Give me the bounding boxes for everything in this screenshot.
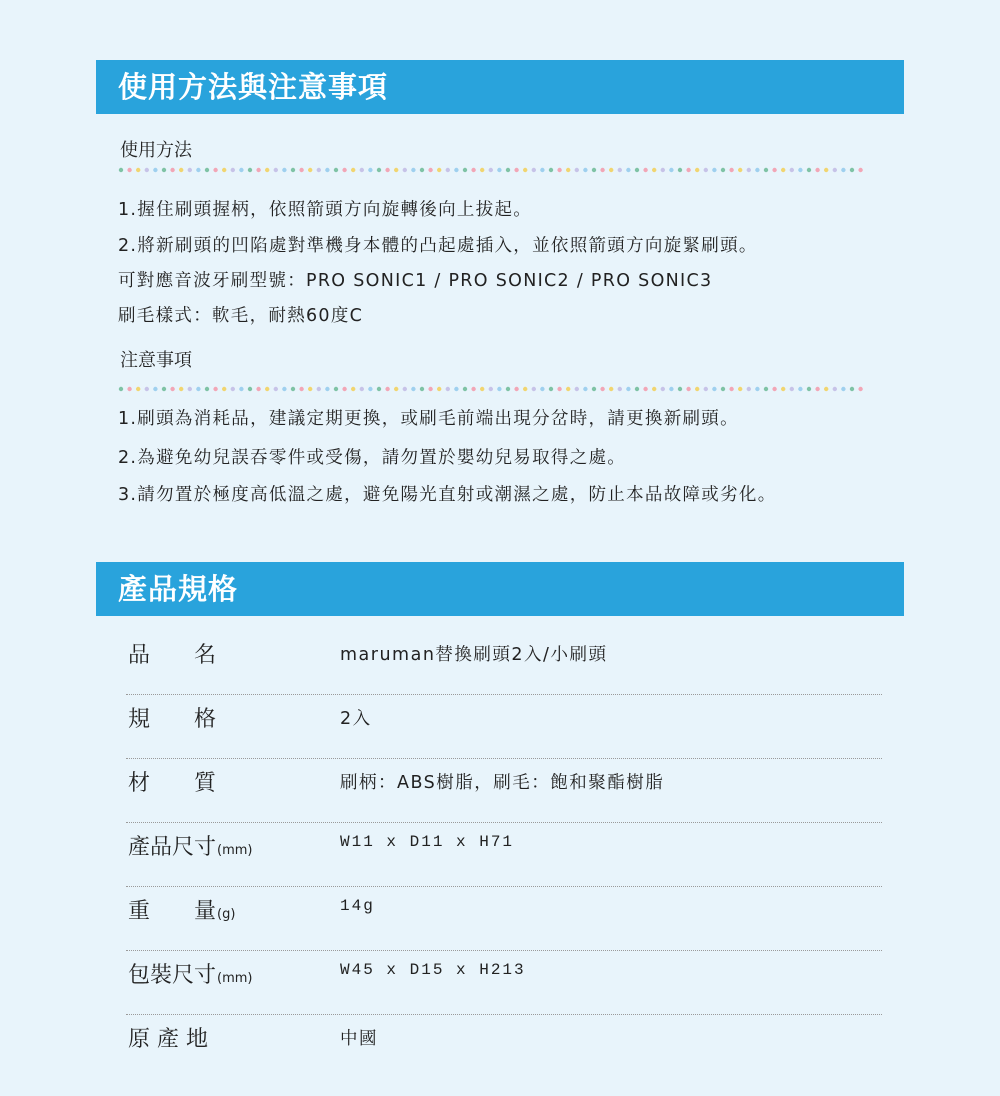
divider-dot	[600, 387, 604, 391]
divider-dot	[162, 387, 166, 391]
spec-value: 中國	[340, 1029, 378, 1049]
divider-dot	[325, 387, 329, 391]
spec-label-unit: (mm)	[217, 843, 253, 858]
divider-dot	[824, 387, 828, 391]
divider-dot	[712, 387, 716, 391]
divider-dot	[643, 168, 647, 172]
divider-dot	[618, 168, 622, 172]
divider-dot	[231, 168, 235, 172]
spec-row-package-size	[126, 950, 882, 1015]
divider-dot	[454, 387, 458, 391]
divider-dot	[661, 387, 665, 391]
divider-dot	[127, 387, 131, 391]
divider-dot	[454, 168, 458, 172]
divider-dot	[549, 168, 553, 172]
divider-dot	[772, 168, 776, 172]
divider-dot	[532, 387, 536, 391]
divider-dot	[686, 168, 690, 172]
divider-dot	[514, 168, 518, 172]
divider-dot	[248, 387, 252, 391]
divider-dot	[471, 387, 475, 391]
compatible-models-line: 可對應音波牙刷型號：PRO SONIC1 / PRO SONIC2 / PRO SONIC3	[118, 271, 713, 291]
divider-dot	[127, 168, 131, 172]
divider-dot	[222, 168, 226, 172]
divider-dot	[721, 387, 725, 391]
spec-row-origin	[126, 1014, 882, 1078]
divider-dot	[781, 387, 785, 391]
divider-dot	[205, 387, 209, 391]
divider-dot	[592, 387, 596, 391]
caution-line-1: 1.刷頭為消耗品，建議定期更換，或刷毛前端出現分岔時，請更換新刷頭。	[118, 409, 739, 429]
divider-dot	[807, 387, 811, 391]
spec-row-material	[126, 758, 882, 823]
divider-dot	[626, 168, 630, 172]
divider-dot	[368, 387, 372, 391]
dotted-divider-cautions	[118, 386, 870, 392]
divider-dot	[678, 387, 682, 391]
divider-dot	[463, 387, 467, 391]
spec-label	[128, 1022, 209, 1053]
divider-dot	[351, 387, 355, 391]
divider-dot	[850, 387, 854, 391]
spec-label	[128, 830, 253, 861]
divider-dot	[170, 387, 174, 391]
spec-value: 刷柄：ABS樹脂，刷毛：飽和聚酯樹脂	[340, 773, 665, 793]
usage-heading: 使用方法	[120, 140, 192, 161]
spec-label	[128, 702, 217, 733]
spec-value: 14g	[340, 897, 375, 915]
divider-dot	[308, 387, 312, 391]
divider-dot	[420, 387, 424, 391]
divider-dot	[833, 168, 837, 172]
divider-dot	[695, 168, 699, 172]
spec-value: W11 x D11 x H71	[340, 833, 515, 851]
divider-dot	[652, 387, 656, 391]
divider-dot	[635, 168, 639, 172]
divider-dot	[514, 387, 518, 391]
divider-dot	[342, 168, 346, 172]
divider-dot	[480, 387, 484, 391]
divider-dot	[755, 168, 759, 172]
divider-dot	[841, 387, 845, 391]
divider-dot	[471, 168, 475, 172]
divider-dot	[747, 168, 751, 172]
divider-dot	[480, 168, 484, 172]
divider-dot	[652, 168, 656, 172]
bristle-type-line: 刷毛樣式：軟毛，耐熱60度C	[118, 306, 364, 326]
divider-dot	[360, 168, 364, 172]
divider-dot	[205, 168, 209, 172]
divider-dot	[497, 387, 501, 391]
divider-dot	[119, 387, 123, 391]
divider-dot	[815, 168, 819, 172]
divider-dot	[411, 168, 415, 172]
divider-dot	[678, 168, 682, 172]
spec-label	[128, 894, 235, 925]
divider-dot	[841, 168, 845, 172]
divider-dot	[755, 387, 759, 391]
divider-dot	[420, 168, 424, 172]
divider-dot	[489, 387, 493, 391]
divider-dot	[609, 168, 613, 172]
divider-dot	[136, 387, 140, 391]
divider-dot	[299, 168, 303, 172]
cautions-heading: 注意事項	[120, 350, 192, 371]
divider-dot	[807, 168, 811, 172]
spec-label	[128, 638, 217, 669]
divider-dot	[256, 387, 260, 391]
divider-dot	[626, 387, 630, 391]
divider-dot	[196, 168, 200, 172]
spec-label-unit: (g)	[217, 907, 236, 922]
spec-section-title: 產品規格	[118, 572, 239, 606]
divider-dot	[600, 168, 604, 172]
spec-row-product-size	[126, 822, 882, 887]
divider-dot	[308, 168, 312, 172]
divider-dot	[282, 387, 286, 391]
divider-dot	[506, 168, 510, 172]
divider-dot	[265, 387, 269, 391]
divider-dot	[385, 168, 389, 172]
divider-dot	[575, 387, 579, 391]
divider-dot	[265, 168, 269, 172]
divider-dot	[764, 168, 768, 172]
divider-dot	[635, 387, 639, 391]
divider-dot	[377, 387, 381, 391]
divider-dot	[119, 168, 123, 172]
spec-label-text: 規 格	[128, 707, 217, 732]
divider-dot	[403, 387, 407, 391]
divider-dot	[721, 168, 725, 172]
spec-value: W45 x D15 x H213	[340, 961, 526, 979]
divider-dot	[377, 168, 381, 172]
divider-dot	[592, 168, 596, 172]
divider-dot	[196, 387, 200, 391]
divider-dot	[446, 387, 450, 391]
spec-label-text: 重 量	[128, 899, 217, 924]
divider-dot	[342, 387, 346, 391]
divider-dot	[446, 168, 450, 172]
divider-dot	[248, 168, 252, 172]
divider-dot	[833, 387, 837, 391]
divider-dot	[575, 168, 579, 172]
divider-dot	[523, 168, 527, 172]
spec-row-product-name	[126, 630, 882, 695]
caution-line-2: 2.為避免幼兒誤吞零件或受傷，請勿置於嬰幼兒易取得之處。	[118, 448, 627, 468]
divider-dot	[334, 168, 338, 172]
divider-dot	[213, 168, 217, 172]
dotted-divider-usage	[118, 167, 870, 173]
divider-dot	[704, 387, 708, 391]
divider-dot	[798, 168, 802, 172]
divider-dot	[669, 387, 673, 391]
divider-dot	[153, 387, 157, 391]
spec-row-weight	[126, 886, 882, 951]
divider-dot	[532, 168, 536, 172]
divider-dot	[428, 168, 432, 172]
divider-dot	[188, 387, 192, 391]
divider-dot	[764, 387, 768, 391]
divider-dot	[695, 387, 699, 391]
divider-dot	[772, 387, 776, 391]
divider-dot	[747, 387, 751, 391]
divider-dot	[815, 387, 819, 391]
divider-dot	[188, 168, 192, 172]
divider-dot	[566, 387, 570, 391]
divider-dot	[583, 387, 587, 391]
divider-dot	[368, 168, 372, 172]
divider-dot	[661, 168, 665, 172]
divider-dot	[213, 387, 217, 391]
divider-dot	[704, 168, 708, 172]
divider-dot	[256, 168, 260, 172]
divider-dot	[291, 387, 295, 391]
divider-dot	[557, 168, 561, 172]
divider-dot	[428, 387, 432, 391]
divider-dot	[738, 168, 742, 172]
divider-dot	[170, 168, 174, 172]
divider-dot	[334, 387, 338, 391]
spec-label-text: 產品尺寸	[128, 835, 217, 860]
divider-dot	[557, 387, 561, 391]
divider-dot	[497, 168, 501, 172]
divider-dot	[274, 168, 278, 172]
divider-dot	[850, 168, 854, 172]
divider-dot	[738, 387, 742, 391]
divider-dot	[179, 387, 183, 391]
spec-label-text: 原 產 地	[128, 1027, 208, 1052]
divider-dot	[437, 168, 441, 172]
divider-dot	[299, 387, 303, 391]
divider-dot	[618, 387, 622, 391]
divider-dot	[153, 168, 157, 172]
divider-dot	[411, 387, 415, 391]
divider-dot	[643, 387, 647, 391]
divider-dot	[712, 168, 716, 172]
spec-value: 2入	[340, 709, 372, 729]
divider-dot	[231, 387, 235, 391]
divider-dot	[729, 387, 733, 391]
usage-line-2: 2.將新刷頭的凹陷處對準機身本體的凸起處插入，並依照箭頭方向旋緊刷頭。	[118, 236, 758, 256]
divider-dot	[523, 387, 527, 391]
caution-line-3: 3.請勿置於極度高低溫之處，避免陽光直射或潮濕之處，防止本品故障或劣化。	[118, 485, 777, 505]
spec-label-text: 材 質	[128, 771, 217, 796]
divider-dot	[136, 168, 140, 172]
spec-section-banner	[96, 562, 904, 616]
divider-dot	[360, 387, 364, 391]
divider-dot	[403, 168, 407, 172]
divider-dot	[583, 168, 587, 172]
divider-dot	[540, 168, 544, 172]
divider-dot	[325, 168, 329, 172]
divider-dot	[274, 387, 278, 391]
divider-dot	[394, 387, 398, 391]
divider-dot	[858, 387, 862, 391]
usage-line-1: 1.握住刷頭握柄，依照箭頭方向旋轉後向上拔起。	[118, 200, 533, 220]
usage-section-title: 使用方法與注意事項	[118, 70, 389, 104]
divider-dot	[609, 387, 613, 391]
divider-dot	[162, 168, 166, 172]
divider-dot	[317, 387, 321, 391]
divider-dot	[239, 168, 243, 172]
divider-dot	[549, 387, 553, 391]
spec-label	[128, 958, 253, 989]
divider-dot	[222, 387, 226, 391]
divider-dot	[351, 168, 355, 172]
divider-dot	[291, 168, 295, 172]
divider-dot	[394, 168, 398, 172]
divider-dot	[506, 387, 510, 391]
divider-dot	[179, 168, 183, 172]
divider-dot	[437, 387, 441, 391]
divider-dot	[145, 168, 149, 172]
spec-label	[128, 766, 217, 797]
divider-dot	[489, 168, 493, 172]
divider-dot	[540, 387, 544, 391]
spec-label-text: 品 名	[128, 643, 217, 668]
usage-section-banner	[96, 60, 904, 114]
divider-dot	[686, 387, 690, 391]
spec-label-unit: (mm)	[217, 971, 253, 986]
divider-dot	[729, 168, 733, 172]
divider-dot	[858, 168, 862, 172]
divider-dot	[282, 168, 286, 172]
divider-dot	[239, 387, 243, 391]
divider-dot	[824, 168, 828, 172]
divider-dot	[463, 168, 467, 172]
divider-dot	[145, 387, 149, 391]
spec-label-text: 包裝尺寸	[128, 963, 217, 988]
divider-dot	[669, 168, 673, 172]
spec-value: maruman替換刷頭2入/小刷頭	[340, 645, 608, 665]
divider-dot	[566, 168, 570, 172]
spec-row-specification	[126, 694, 882, 759]
divider-dot	[781, 168, 785, 172]
divider-dot	[385, 387, 389, 391]
divider-dot	[790, 387, 794, 391]
divider-dot	[317, 168, 321, 172]
divider-dot	[790, 168, 794, 172]
divider-dot	[798, 387, 802, 391]
